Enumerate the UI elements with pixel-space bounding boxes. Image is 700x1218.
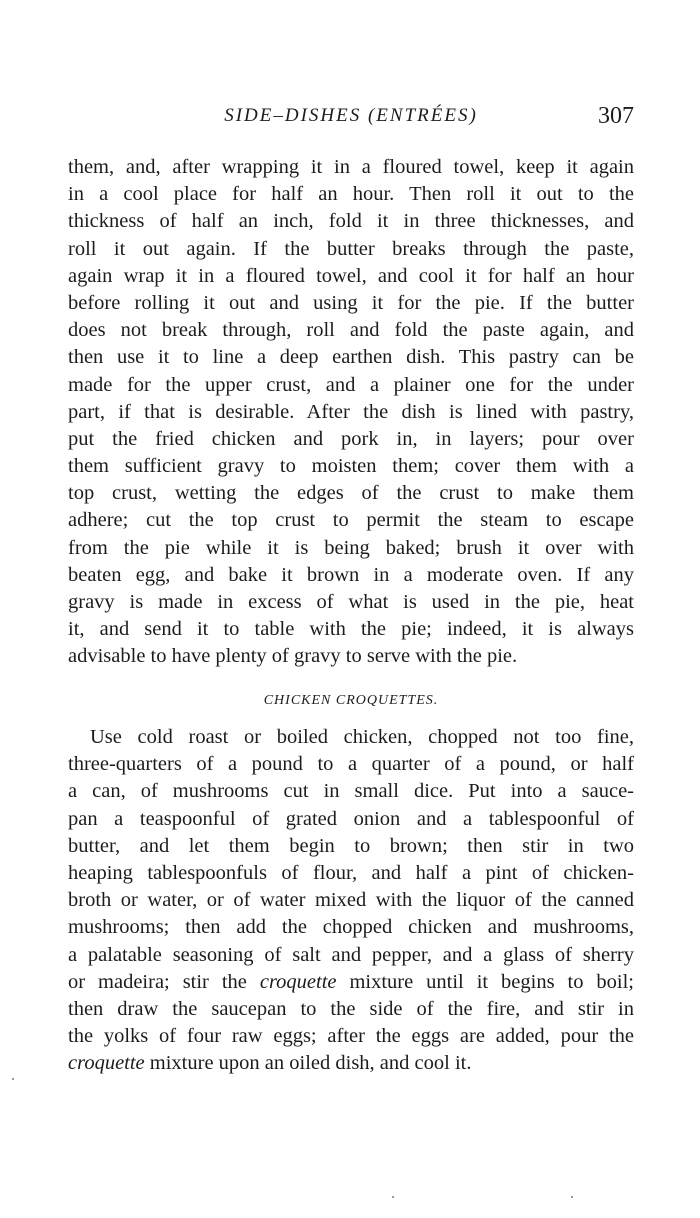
- text-segment: mixture until it begins to boil;: [349, 970, 635, 993]
- text-segment: mixture upon an oiled dish, and cool it.: [149, 1052, 472, 1075]
- running-title: SIDE–DISHES (ENTRÉES): [224, 105, 478, 126]
- text-line: gravy is made in excess of what is used in the pie, heat: [68, 591, 634, 613]
- paragraph-chicken-pie: [68, 154, 634, 671]
- section-heading: CHICKEN CROQUETTES.: [263, 693, 439, 708]
- text-line: it, and send it to table with the pie; indeed, it is always: [68, 618, 634, 641]
- text-line: advisable to have plenty of gravy to serve with the pie.: [68, 645, 518, 668]
- text-line: beaten egg, and bake it brown in a moderate oven. If any: [68, 563, 634, 586]
- italic-word: croquette: [68, 1052, 145, 1075]
- text-line: roll it out again. If the butter breaks through the paste,: [68, 237, 634, 260]
- text-line-with-italic: [68, 1050, 634, 1077]
- text-line-with-italic: [68, 969, 634, 996]
- text-line: top crust, wetting the edges of the crust to make them: [68, 482, 634, 505]
- page-header: [68, 103, 634, 133]
- paper-speck: [12, 1078, 14, 1080]
- paragraph-chicken-croquettes: [68, 724, 634, 1077]
- page-number: 307: [598, 103, 634, 129]
- paper-speck: [392, 1196, 394, 1198]
- text-line: heaping tablespoonfuls of flour, and half a pint of chicken-: [68, 861, 634, 884]
- text-line: in a cool place for half an hour. Then roll it out to the: [68, 183, 634, 206]
- text-line: part, if that is desirable. After the dish is lined with pastry,: [68, 400, 634, 423]
- text-line: mushrooms; then add the chopped chicken and mushrooms,: [68, 916, 634, 939]
- text-line: the yolks of four raw eggs; after the eggs are added, pour the: [68, 1025, 634, 1048]
- text-line: adhere; cut the top crust to permit the steam to escape: [68, 509, 634, 532]
- text-line: then draw the saucepan to the side of the fire, and stir in: [68, 997, 634, 1020]
- text-line: them, and, after wrapping it in a floured towel, keep it again: [68, 156, 634, 178]
- text-line: then use it to line a deep earthen dish. This pastry can be: [68, 346, 634, 369]
- text-line: a can, of mushrooms cut in small dice. Put into a sauce-: [68, 780, 634, 803]
- italic-word: croquette: [259, 970, 337, 993]
- text-line: them sufficient gravy to moisten them; cover them with a: [68, 455, 634, 478]
- text-line: before rolling it out and using it for the pie. If the butter: [68, 291, 634, 314]
- text-line: butter, and let them begin to brown; then stir in two: [68, 834, 634, 857]
- text-line: again wrap it in a floured towel, and cool it for half an hour: [68, 264, 634, 287]
- text-line: three-quarters of a pound to a quarter of a pound, or half: [68, 753, 634, 776]
- text-line: a palatable seasoning of salt and pepper, and a glass of sherry: [68, 943, 634, 966]
- text-segment: or madeira; stir the: [68, 970, 247, 993]
- paper-speck: [571, 1196, 573, 1198]
- text-line: thickness of half an inch, fold it in three thicknesses, and: [68, 210, 634, 233]
- text-line: from the pie while it is being baked; brush it over with: [68, 536, 634, 559]
- text-line: Use cold roast or boiled chicken, chopped not too fine,: [90, 726, 634, 748]
- text-line: put the fried chicken and pork in, in layers; pour over: [68, 427, 634, 450]
- text-line: pan a teaspoonful of grated onion and a tablespoonful of: [68, 807, 634, 830]
- text-line: made for the upper crust, and a plainer one for the under: [68, 373, 634, 396]
- text-line: does not break through, roll and fold the paste again, and: [68, 319, 634, 342]
- text-line: broth or water, or of water mixed with the liquor of the canned: [68, 889, 634, 912]
